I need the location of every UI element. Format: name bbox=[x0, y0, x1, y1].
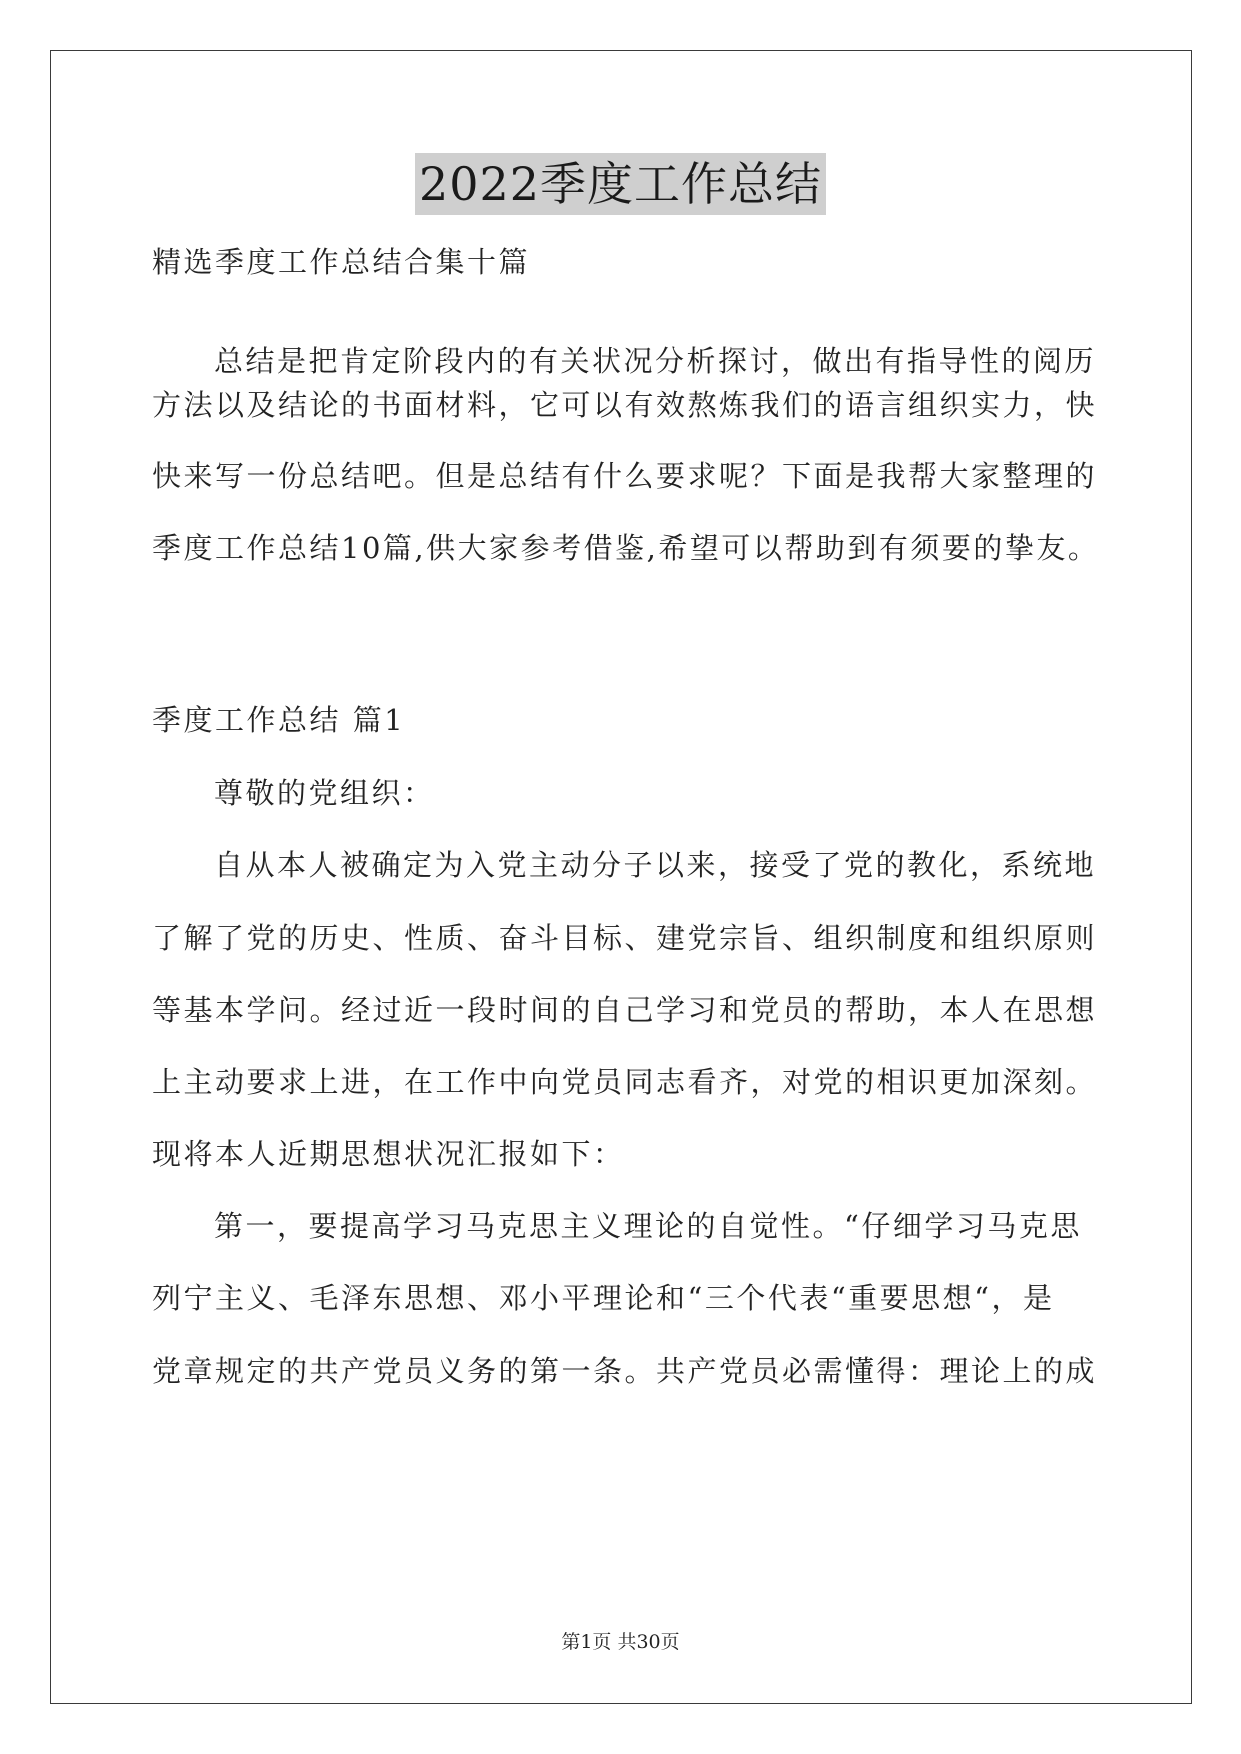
paragraph-line: 列宁主义、毛泽东思想、邓小平理论和“三个代表“重要思想“，是 bbox=[152, 1281, 1055, 1315]
section-heading: 季度工作总结 篇1 bbox=[152, 703, 406, 737]
intro-line: 总结是把肯定阶段内的有关状况分析探讨，做出有指导性的阅历 bbox=[214, 344, 1097, 378]
paragraph-line: 自从本人被确定为入党主动分子以来，接受了党的教化，系统地 bbox=[214, 848, 1097, 882]
page-number-footer: 第1页 共30页 bbox=[561, 1631, 680, 1653]
title-container bbox=[0, 153, 1241, 215]
paragraph-line: 党章规定的共产党员义务的第一条。共产党员必需懂得：理论上的成 bbox=[152, 1354, 1098, 1388]
paragraph-line: 了解了党的历史、性质、奋斗目标、建党宗旨、组织制度和组织原则 bbox=[152, 921, 1098, 955]
document-title: 2022季度工作总结 bbox=[415, 153, 826, 215]
subtitle: 精选季度工作总结合集十篇 bbox=[152, 245, 531, 279]
intro-line: 季度工作总结10篇,供大家参考借鉴,希望可以帮助到有须要的挚友。 bbox=[152, 531, 1100, 565]
paragraph-line: 第一，要提高学习马克思主义理论的自觉性。“仔细学习马克思 bbox=[214, 1209, 1082, 1243]
intro-line: 方法以及结论的书面材料，它可以有效熬炼我们的语言组织实力，快 bbox=[152, 388, 1098, 422]
salutation: 尊敬的党组织： bbox=[214, 776, 435, 810]
paragraph-line: 上主动要求上进，在工作中向党员同志看齐，对党的相识更加深刻。 bbox=[152, 1065, 1098, 1099]
paragraph-line: 等基本学问。经过近一段时间的自己学习和党员的帮助，本人在思想 bbox=[152, 993, 1098, 1027]
intro-line: 快来写一份总结吧。但是总结有什么要求呢？下面是我帮大家整理的 bbox=[152, 459, 1098, 493]
paragraph-line: 现将本人近期思想状况汇报如下： bbox=[152, 1137, 625, 1171]
